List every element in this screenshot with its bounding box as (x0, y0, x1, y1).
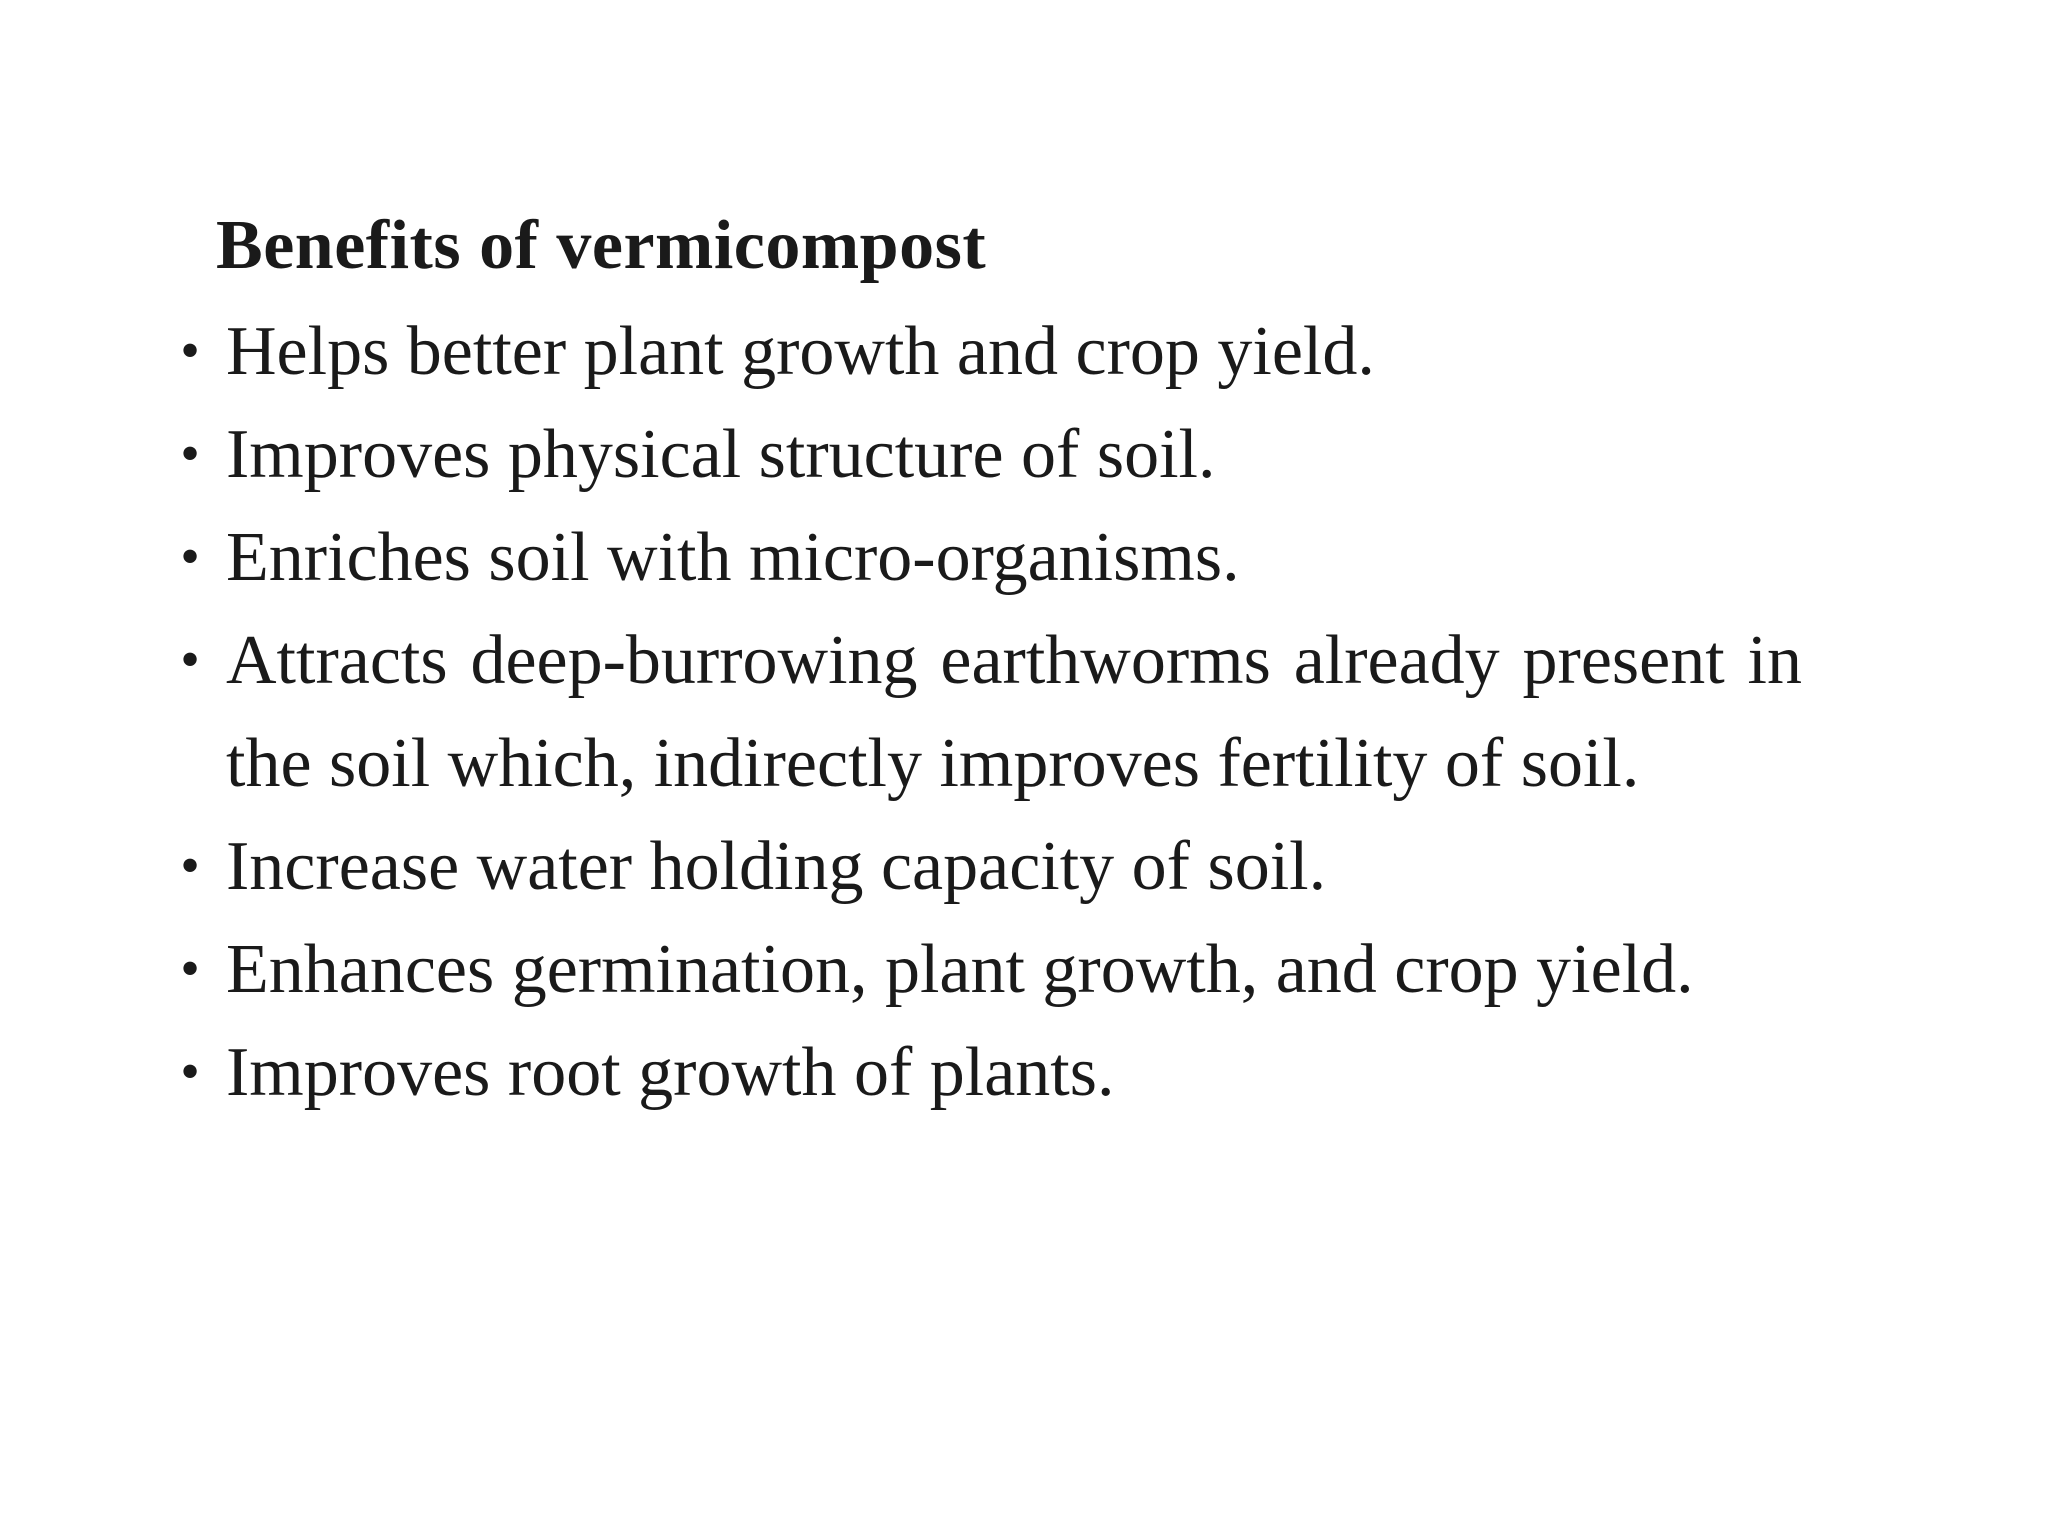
list-item (170, 403, 1802, 506)
benefits-list (170, 300, 1802, 1124)
list-item-text: Enhances germination, plant growth, and crop yield. (226, 931, 1694, 1008)
bullet-icon: • (180, 526, 200, 588)
bullet-icon: • (180, 320, 200, 382)
bullet-icon: • (180, 1041, 200, 1103)
bullet-icon: • (180, 835, 200, 897)
bullet-icon: • (180, 938, 200, 1000)
bullet-icon: • (180, 423, 200, 485)
bullet-icon: • (180, 629, 200, 691)
list-item (170, 1021, 1802, 1124)
list-item-text: Improves root growth of plants. (226, 1034, 1115, 1111)
list-item (170, 300, 1802, 403)
list-item-text: Enriches soil with micro-organisms. (226, 519, 1240, 596)
page-title: Benefits of vermicompost (216, 207, 987, 284)
list-item (170, 815, 1802, 918)
list-item-text: Increase water holding capacity of soil. (226, 828, 1327, 905)
list-item-text: Helps better plant growth and crop yield. (226, 313, 1375, 390)
list-item-text: Attracts deep-burrowing earthworms already present in the soil which, indirectly improves fertility of soil. (226, 622, 1802, 802)
list-item (170, 506, 1802, 609)
list-item (170, 609, 1802, 815)
list-item (170, 918, 1802, 1021)
list-item-text: Improves physical structure of soil. (226, 416, 1216, 493)
